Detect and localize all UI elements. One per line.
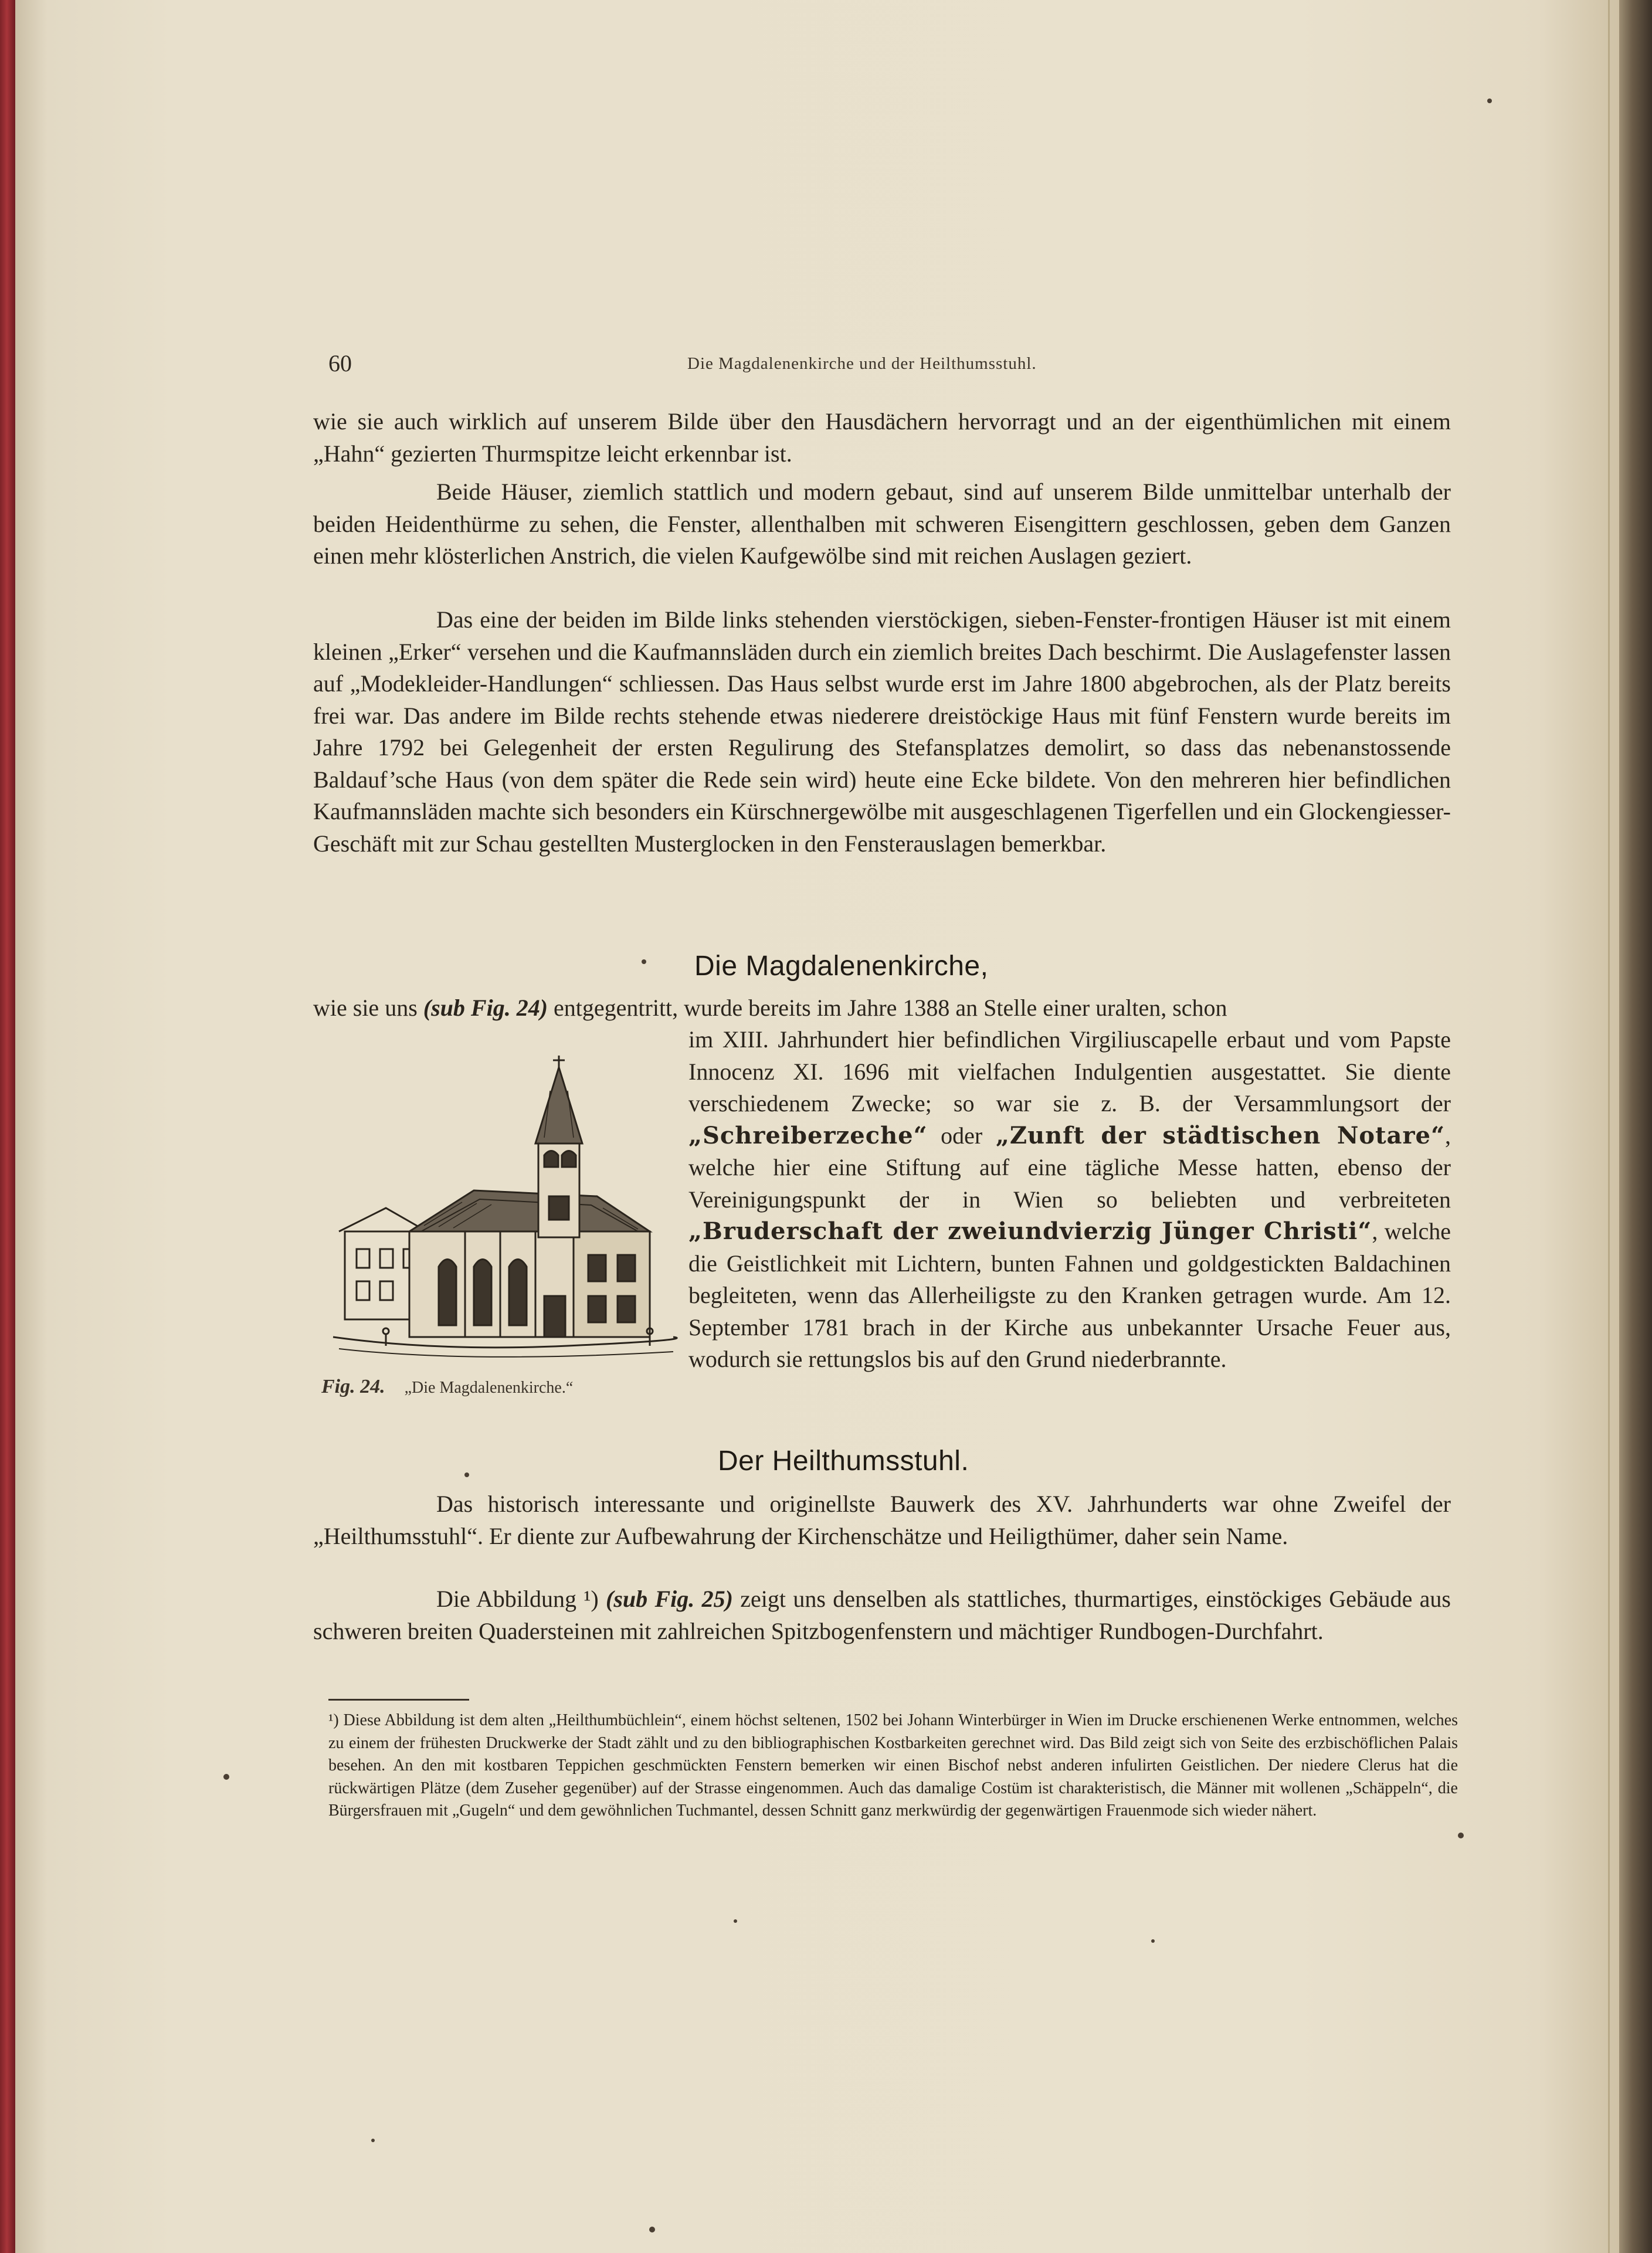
book-gutter — [1619, 0, 1652, 2253]
intro-prefix: wie sie uns — [313, 995, 418, 1021]
paragraph-3-text: Das eine der beiden im Bilde links stehenden vierstöckigen, sieben-Fenster-frontigen Häuser ist mit einem kleinen „Erker“ versehen und die Kaufmannsläden durch ein ziemlich breites Dach beschirmt. Die Auslagefenster lassen auf „Modekleider-Handlungen“ schliessen. Das Haus selbst wurde erst im Jahre 1800 abgebrochen, als der Platz bereits frei war. Das andere im Bilde rechts stehende etwas niederere dreistöckige Haus mit fünf Fenstern wurde bereits im Jahre 1792 bei Gelegenheit der ersten Regulirung des Stefansplatzes demolirt, so dass das nebenanstossende Baldauf’sche Haus (von dem später die Rede sein wird) heute eine Ecke bildete. Von den mehreren hier befindlichen Kaufmannsläden machte sich besonders ein Kürschnergewölbe mit ausgeschlagenen Tigerfellen und ein Glockengiesser-Geschäft mit zur Schau gestellten Musterglocken in den Fensterauslagen bemerkbar. — [313, 606, 1451, 857]
section1-body-part2: oder — [941, 1122, 983, 1149]
section1-body-part1: im XIII. Jahrhundert hier befindlichen Virgiliuscapelle erbaut und vom Papste Innocenz XI. 1696 mit vielfachen Indulgentien ausgestattet. Sie diente verschiedenem Zwecke; so war sie z. B. der Versammlungsort der — [688, 1026, 1451, 1117]
section1-body-part4: , welche die Geistlichkeit mit Lichtern, bunten Fahnen und goldgestickten Baldachinen begleiteten, wenn das Allerheiligste zu den Kranken getragen wurde. Am 12. September 1781 brach in der Kirche aus unbekannter Ursache Feuer aus, wodurch sie rettungslos bis auf den Grund niederbrannte. — [688, 1218, 1451, 1372]
figure-caption-text: „Die Magdalenenkirche.“ — [404, 1379, 574, 1397]
section1-body-part3: , welche hier eine Stiftung auf eine tägliche Messe hatten, ebenso der Vereinigungspunkt der in Wien so beliebten und verbreiteten — [688, 1122, 1451, 1213]
paragraph-1-text: wie sie auch wirklich auf unserem Bilde über den Hausdächern hervorragt und an der eigenthümlichen mit einem „Hahn“ gezierten Thurmspitze leicht erkennbar ist. — [313, 408, 1451, 467]
fraktur-schreiberzeche: „Schreiberzeche“ — [688, 1121, 928, 1149]
section2-p2-prefix: Die Abbildung ¹) — [436, 1586, 599, 1612]
intro-suffix: entgegentritt, wurde bereits im Jahre 1388 an Stelle einer uralten, schon — [554, 995, 1227, 1021]
fig24-reference: (sub Fig. 24) — [423, 995, 548, 1021]
section-heading-magdalenenkirche: Die Magdalenenkirche, — [694, 951, 989, 982]
fraktur-bruderschaft: „Bruderschaft der zweiundvierzig Jünger Christi“ — [688, 1217, 1372, 1245]
page-edge — [1608, 0, 1610, 2253]
fraktur-zunft: „Zunft der städtischen Notare“ — [995, 1121, 1446, 1149]
page-number: 60 — [328, 350, 352, 376]
paragraph-2-text: Beide Häuser, ziemlich stattlich und modern gebaut, sind auf unserem Bilde unmittelbar unterhalb der beiden Heidenthürme zu sehen, die Fenster, allenthalben mit schweren Eisengittern geschlossen, geben dem Ganzen einen mehr klösterlichen Anstrich, die vielen Kaufgewölbe sind mit reichen Auslagen geziert. — [313, 479, 1451, 569]
section2-p2-suffix: zeigt uns denselben als stattliches, thurmartiges, einstöckiges Gebäude aus schweren breiten Quadersteinen mit zahlreichen Spitzbogenfenstern und mächtiger Rundbogen-Durchfahrt. — [313, 1586, 1451, 1644]
section2-p1-text: Das historisch interessante und originellste Bauwerk des XV. Jahrhunderts war ohne Zweifel der „Heilthumsstuhl“. Er diente zur Aufbewahrung der Kirchenschätze und Heiligthümer, daher sein Name. — [313, 1491, 1451, 1549]
fig25-reference: (sub Fig. 25) — [606, 1586, 733, 1612]
book-binding — [0, 0, 15, 2253]
footnote: ¹) Diese Abbildung ist dem alten „Heilthumbüchlein“, einem höchst seltenen, 1502 bei Johann Winterbürger in Wien im Drucke erschienenen Werke entnommen, welches zu einem der frühesten Druckwerke der Stadt zählt und zu den bibliographischen Kostbarkeiten gerechnet wird. Das Bild zeigt sich von Seite des erzbischöflichen Palais besehen. An den mit kostbaren Teppichen geschmückten Fenstern bemerken wir einen Bischof nebst anderen infulirten Geistlichen. Der niedere Clerus hat die rückwärtigen Plätze (dem Zuseher gegenüber) auf der Strasse eingenommen. Auch das damalige Costüm ist charakteristisch, die Männer mit wollenen „Schäppeln“, die Bürgersfrauen mit „Gugeln“ und dem gewöhnlichen Tuchmantel, dessen Schnitt ganz merkwürdig der gegenwärtigen Frauenmode sich wieder nähert. — [328, 1711, 1458, 1820]
section-heading-heilthumsstuhl: Der Heilthumsstuhl. — [718, 1446, 969, 1477]
paper-specks — [15, 0, 1619, 2253]
running-title: Die Magdalenenkirche und der Heilthumsstuhl. — [687, 354, 1037, 373]
book-page — [15, 0, 1619, 2253]
figure-label: Fig. 24. — [321, 1376, 385, 1397]
